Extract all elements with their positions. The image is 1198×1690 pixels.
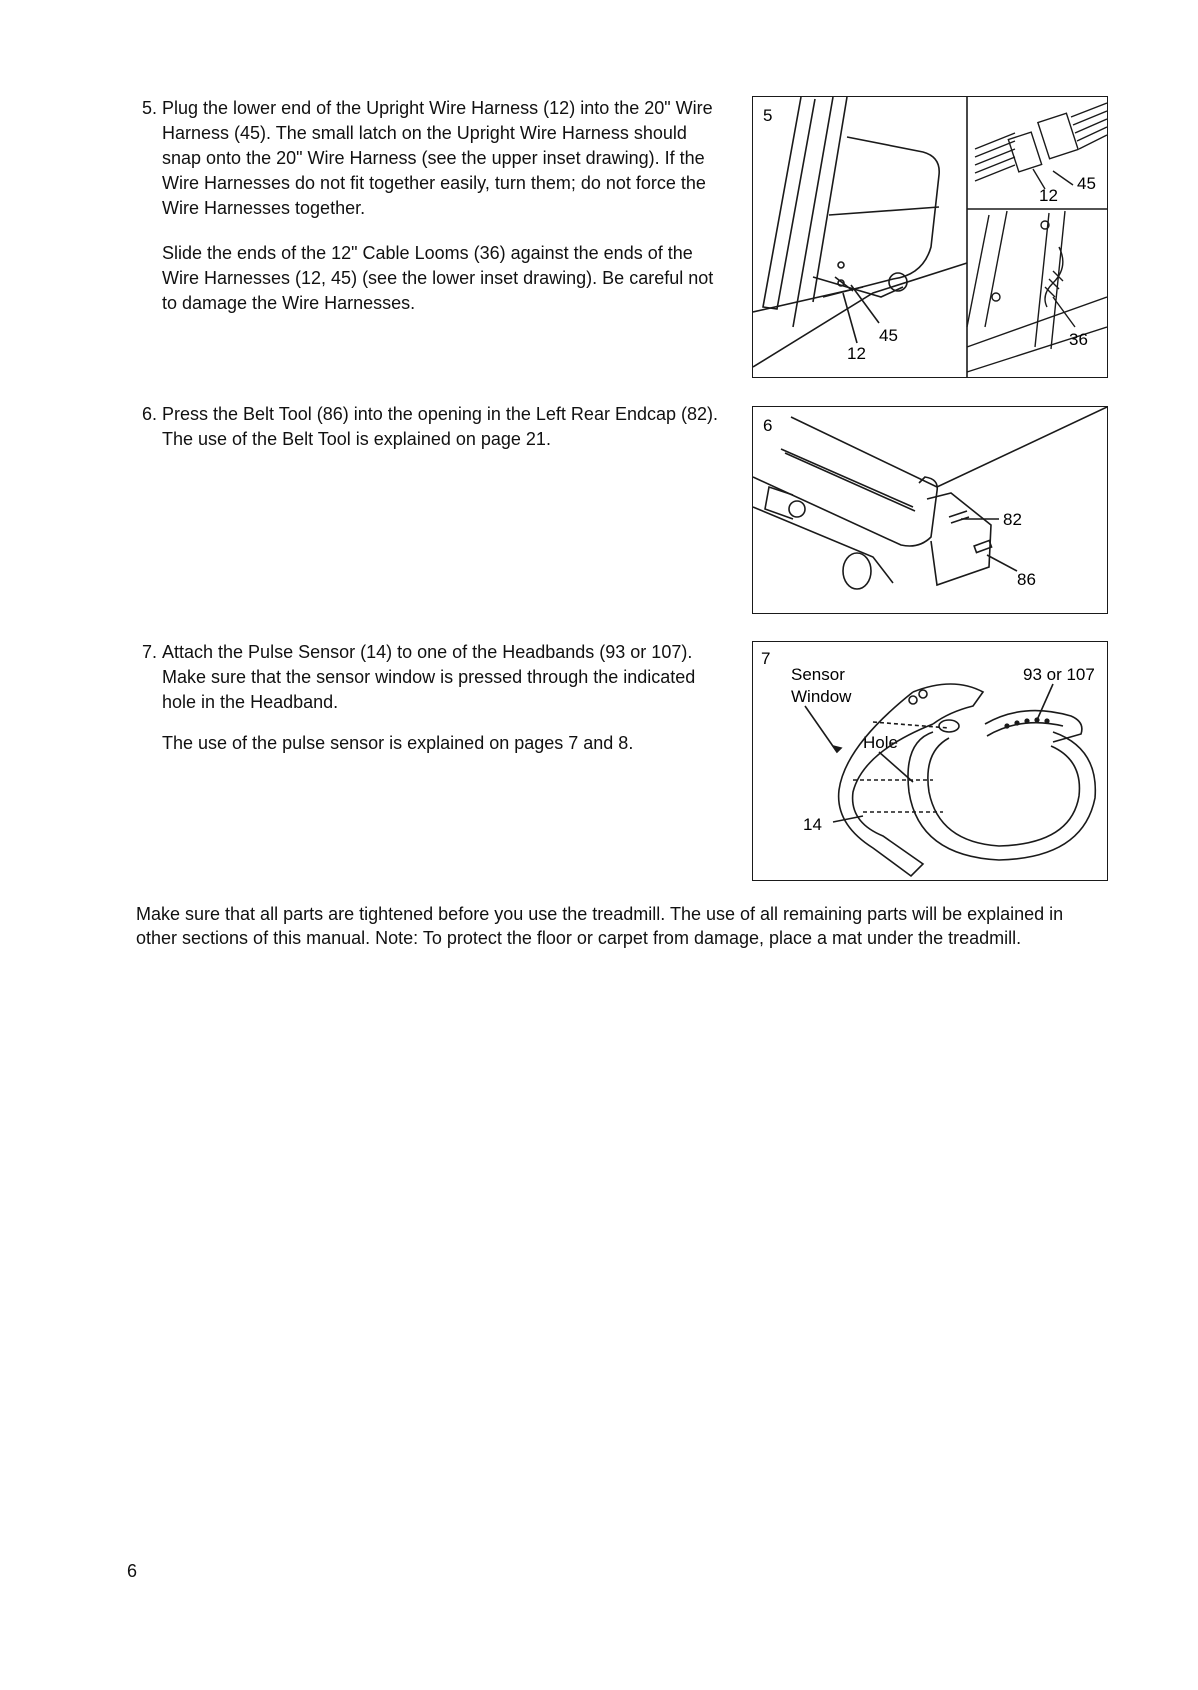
figure-7-headband-and-sensor — [805, 684, 1095, 876]
figure-5-label-12-main: 12 — [847, 344, 866, 363]
step-6-paragraph-1: Press the Belt Tool (86) into the opening in the Left Rear Endcap (82). The use of the Belt Tool is explained on page 21. — [162, 404, 719, 449]
figure-7-label-sensor: Sensor — [791, 665, 845, 684]
figure-5 — [752, 96, 1108, 378]
figure-7-label-headbands: 93 or 107 — [1023, 665, 1095, 684]
figure-5-number: 5 — [763, 106, 773, 125]
figure-5-upright-assembly — [753, 97, 967, 367]
figure-7-number: 7 — [761, 649, 771, 668]
figure-5-label-45-inset: 45 — [1077, 174, 1096, 193]
step-7-paragraph-2: The use of the pulse sensor is explained on pages 7 and 8. — [162, 733, 634, 753]
figure-7-label-14: 14 — [803, 815, 822, 834]
figure-5-label-45-main: 45 — [879, 326, 898, 345]
figure-6 — [752, 406, 1108, 614]
figure-5-label-36: 36 — [1069, 330, 1088, 349]
step-5-number: 5. — [142, 98, 158, 118]
step-5-paragraph-1: Plug the lower end of the Upright Wire Harness (12) into the 20" Wire Harness (45). The small latch on the Upright Wire Harness should snap onto the 20" Wire Harness (see the upper inset drawing). If the Wire Harnesses do not fit together easily, turn them; do not force the Wire Harnesses together. — [162, 98, 713, 218]
step-5-paragraph-2: Slide the ends of the 12" Cable Looms (36) against the ends of the Wire Harnesses (12, 45) (see the lower inset drawing). Be careful not to damage the Wire Harnesses. — [162, 243, 714, 313]
figure-6-endcap-assembly — [753, 407, 1107, 589]
step-7-paragraph-1: Attach the Pulse Sensor (14) to one of the Headbands (93 or 107). Make sure that the sensor window is pressed through the indicated hole in the Headband. — [162, 642, 696, 712]
figure-5-drawing — [753, 97, 1107, 377]
figure-6-drawing — [753, 407, 1107, 613]
closing-note: Make sure that all parts are tightened before you use the treadmill. The use of all remaining parts will be explained in other sections of this manual. Note: To protect the floor or carpet from damage, place a mat under the treadmill. — [136, 904, 1064, 948]
figure-7-drawing — [753, 642, 1107, 880]
figure-7-label-hole: Hole — [863, 733, 898, 752]
step-7-number: 7. — [142, 642, 158, 662]
page-number: 6 — [127, 1561, 138, 1581]
figure-7-label-window: Window — [791, 687, 852, 706]
figure-7 — [752, 641, 1108, 881]
figure-6-number: 6 — [763, 416, 773, 435]
figure-6-label-86: 86 — [1017, 570, 1036, 589]
step-6-number: 6. — [142, 404, 158, 424]
figure-5-label-12-inset: 12 — [1039, 186, 1058, 205]
figure-6-label-82: 82 — [1003, 510, 1022, 529]
